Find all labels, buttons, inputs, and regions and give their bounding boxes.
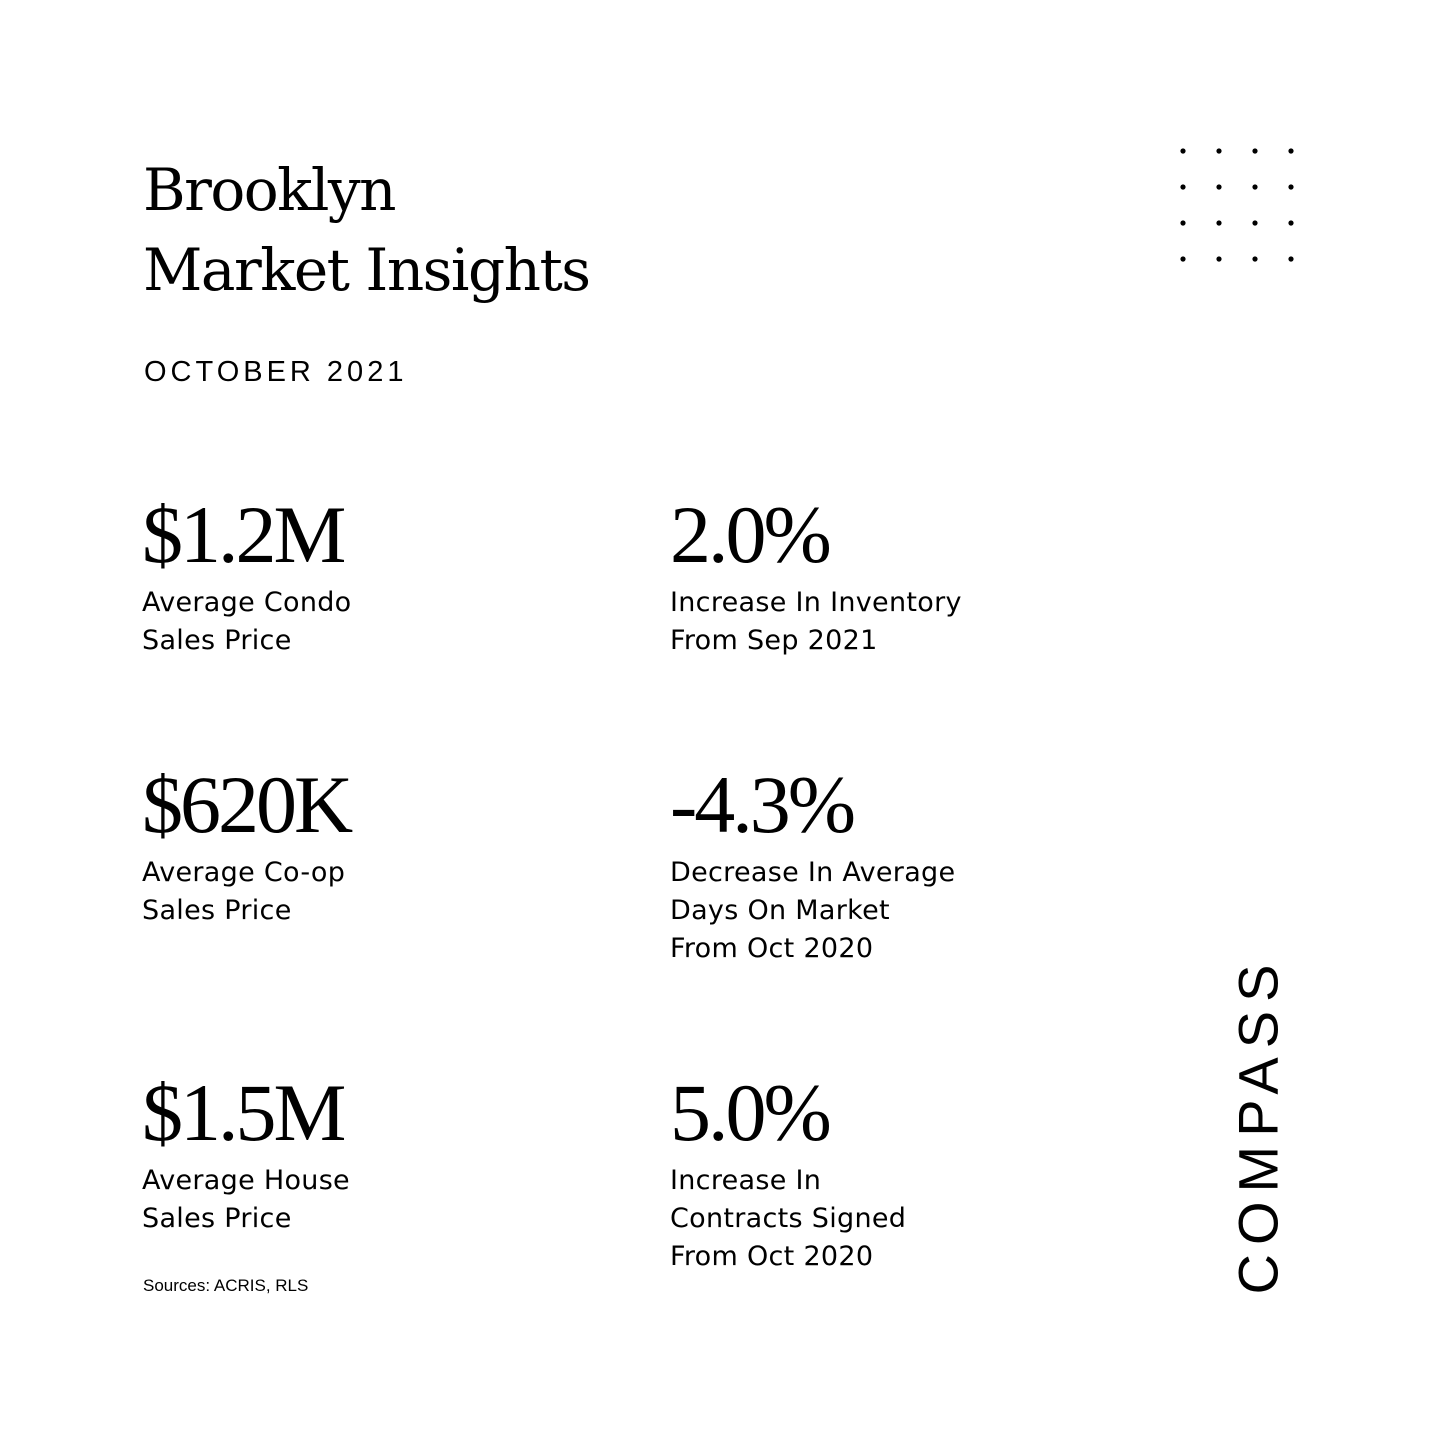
page-title (143, 150, 590, 310)
dot-grid-icon (1175, 145, 1300, 270)
report-date: OCTOBER 2021 (144, 356, 408, 388)
stat-inventory-change (670, 490, 962, 660)
stat-value: 5.0% (670, 1067, 829, 1158)
stat-value: -4.3% (670, 759, 854, 850)
stat-value: $620K (142, 759, 351, 850)
stat-value: $1.5M (142, 1067, 344, 1158)
stat-label: Average Condo Sales Price (142, 587, 352, 656)
stat-avg-house-price (142, 1068, 350, 1238)
title-line-1: Brooklyn (143, 156, 396, 224)
stat-label: Increase In Inventory From Sep 2021 (670, 587, 962, 656)
sources-note: Sources: ACRIS, RLS (143, 1276, 309, 1295)
stat-label: Average Co-op Sales Price (142, 857, 346, 926)
compass-logo-text: COMPASS (1226, 955, 1290, 1295)
stat-label: Increase In Contracts Signed From Oct 2020 (670, 1165, 907, 1272)
stat-days-on-market-change (670, 760, 955, 968)
title-line-2: Market Insights (143, 236, 590, 304)
stat-label: Average House Sales Price (142, 1165, 350, 1234)
stat-value: $1.2M (142, 489, 344, 580)
compass-logo (1203, 930, 1313, 1320)
stat-avg-condo-price (142, 490, 352, 660)
stat-avg-coop-price (142, 760, 350, 930)
stat-contracts-signed-change (670, 1068, 906, 1276)
stat-value: 2.0% (670, 489, 829, 580)
stat-label: Decrease In Average Days On Market From Oct 2020 (670, 857, 956, 964)
